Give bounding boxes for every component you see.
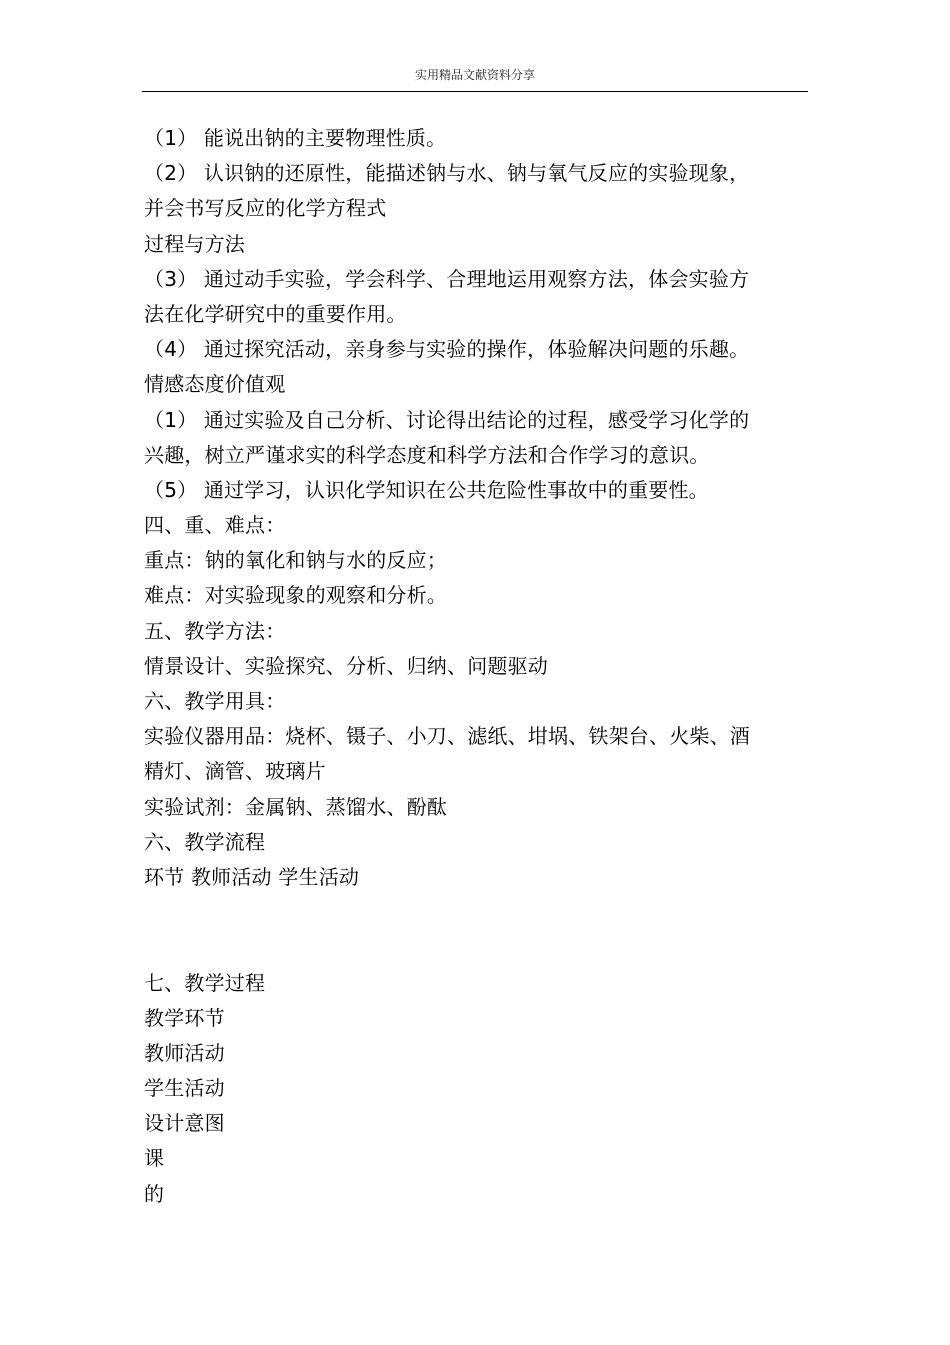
text-line: 的 [144,1181,165,1206]
section-heading: 四、重、难点： [144,513,286,538]
document-body [144,121,784,1212]
text-line: 难点：对实验现象的观察和分析。 [144,583,447,608]
text-line: （2） 认识钠的还原性，能描述钠与水、钠与氧气反应的实验现象， [144,161,750,186]
text-line: 设计意图 [144,1111,225,1136]
text-line: 法在化学研究中的重要作用。 [144,301,407,326]
text-line: 学生活动 [144,1076,225,1101]
section-heading: 六、教学流程 [144,829,266,854]
text-line: 实验仪器用品：烧杯、镊子、小刀、滤纸、坩埚、铁架台、火柴、酒 [144,724,750,749]
text-line: 并会书写反应的化学方程式 [144,196,387,221]
section-heading: 六、教学用具： [144,689,286,713]
header-divider [142,91,808,92]
section-heading: 五、教学方法： [144,618,286,643]
section-heading: 情感态度价值观 [144,372,286,397]
table-header-line: 环节 教师活动 学生活动 [144,864,360,889]
text-line: （1） 通过实验及自己分析、讨论得出结论的过程，感受学习化学的 [144,407,750,432]
page-header: 实用精品文献资料分享 [414,68,535,82]
text-line: 情景设计、实验探究、分析、归纳、问题驱动 [144,653,548,678]
text-line: （4） 通过探究活动，亲身参与实验的操作，体验解决问题的乐趣。 [144,337,750,362]
text-line: 重点：钠的氧化和钠与水的反应； [144,548,447,573]
section-heading: 七、教学过程 [144,970,266,995]
text-line: （5） 通过学习，认识化学知识在公共危险性事故中的重要性。 [144,477,709,502]
text-line: 教师活动 [144,1040,225,1065]
text-line: 精灯、滴管、玻璃片 [144,759,326,784]
text-line: 实验试剂：金属钠、蒸馏水、酚酞 [144,794,447,819]
section-heading: 过程与方法 [144,231,245,256]
text-line: （3） 通过动手实验，学会科学、合理地运用观察方法，体会实验方 [144,266,750,291]
text-line: （1） 能说出钠的主要物理性质。 [144,126,447,150]
text-line: 教学环节 [144,1005,225,1030]
text-line: 兴趣，树立严谨求实的科学态度和科学方法和合作学习的意识。 [144,442,710,467]
text-line: 课 [144,1146,165,1171]
blank-space [144,895,784,965]
